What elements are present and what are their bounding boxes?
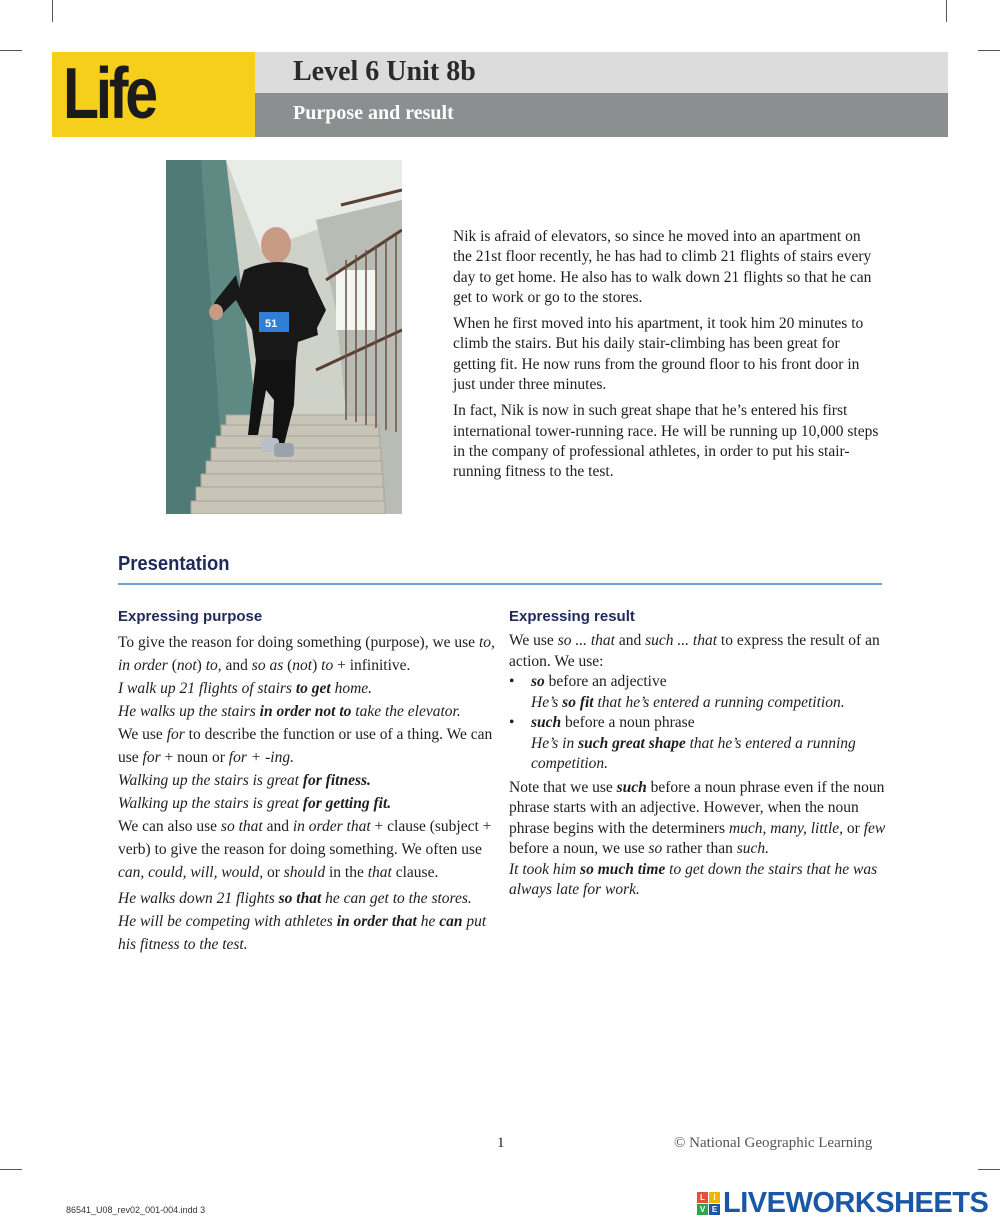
liveworksheets-squares-icon: L I V E [697,1192,720,1215]
purpose-example-3: Walking up the stairs is great for fitness. [118,772,371,789]
stair-runner-photo [166,160,402,514]
purpose-example-4: Walking up the stairs is great for getting fit. [118,795,392,812]
purpose-rule-1: To give the reason for doing something (purpose), we use to, in order (not) to, and so as (not) to + infinitive. [118,634,495,674]
intro-paragraph-3: In fact, Nik is now in such great shape that he’s entered his first international tower-running race. He will be running up 10,000 steps in the company of professional athletes, in order to put his stair-running fitness to the test. [453,402,879,481]
crop-mark [0,50,22,51]
section-divider [118,583,882,585]
result-rule-1: We use so ... that and such ... that to express the result of an action. We use: [509,632,880,670]
result-example-such: He’s in such great shape that he’s entered a running competition. [531,734,856,772]
intro-text [453,227,883,489]
expressing-result-column [509,607,887,901]
result-example-much: It took him so much time to get down the stairs that he was always late for work. [509,860,878,898]
bib-number: 51 [265,318,278,330]
purpose-example-6: He will be competing with athletes in order that he can put his fitness to the test. [118,913,487,953]
expressing-result-heading: Expressing result [509,608,635,625]
expressing-purpose-column [118,607,500,956]
result-bullet-such: • such before a noun phrase [509,713,887,734]
life-logo: Life [63,54,155,134]
presentation-heading: Presentation [118,553,230,575]
liveworksheets-logo[interactable] [697,1188,988,1218]
copyright: © National Geographic Learning [674,1135,873,1151]
liveworksheets-wordmark: LIVEWORKSHEETS [723,1186,989,1219]
crop-mark [978,50,1000,51]
purpose-example-1: I walk up 21 flights of stairs to get home. [118,680,373,697]
crop-mark [52,0,53,22]
crop-mark [0,1169,22,1170]
page-number: 1 [497,1135,505,1151]
result-note: Note that we use such before a noun phrase even if the noun phrase starts with an adjective. However, when the noun phrase begins with the determiners much, many, little, or few before a noun, we use so rather than such. [509,778,886,857]
title-bar [255,52,948,93]
result-example-so: He’s so fit that he’s entered a running competition. [531,693,845,711]
page-subtitle: Purpose and result [293,102,454,124]
file-slug: 86541_U08_rev02_001-004.indd 3 [66,1205,206,1215]
purpose-rule-2: We use for to describe the function or use of a thing. We can use for + noun or for + -ing. [118,726,493,766]
intro-paragraph-1: Nik is afraid of elevators, so since he moved into an apartment on the 21st floor recently, he has had to climb 21 flights of stairs every day to get home. He also has to walk down 21 flights so that he can get to work or go to the stores. [453,228,872,306]
result-bullet-so: • so before an adjective [509,672,887,693]
purpose-example-5: He walks down 21 flights so that he can get to the stores. [118,890,472,907]
purpose-rule-3: We can also use so that and in order that + clause (subject + verb) to give the reason for doing something. We often use can, could, will, would, or should in the that clause. [118,818,492,881]
crop-mark [946,0,947,22]
page-title: Level 6 Unit 8b [293,56,476,87]
crop-mark [978,1169,1000,1170]
expressing-purpose-heading: Expressing purpose [118,608,263,625]
intro-paragraph-2: When he first moved into his apartment, it took him 20 minutes to climb the stairs. But his daily stair-climbing has been great for getting fit. He now runs from the ground floor to his front door in just under three minutes. [453,315,864,394]
subtitle-bar [255,93,948,137]
purpose-example-2: He walks up the stairs in order not to take the elevator. [118,703,461,720]
